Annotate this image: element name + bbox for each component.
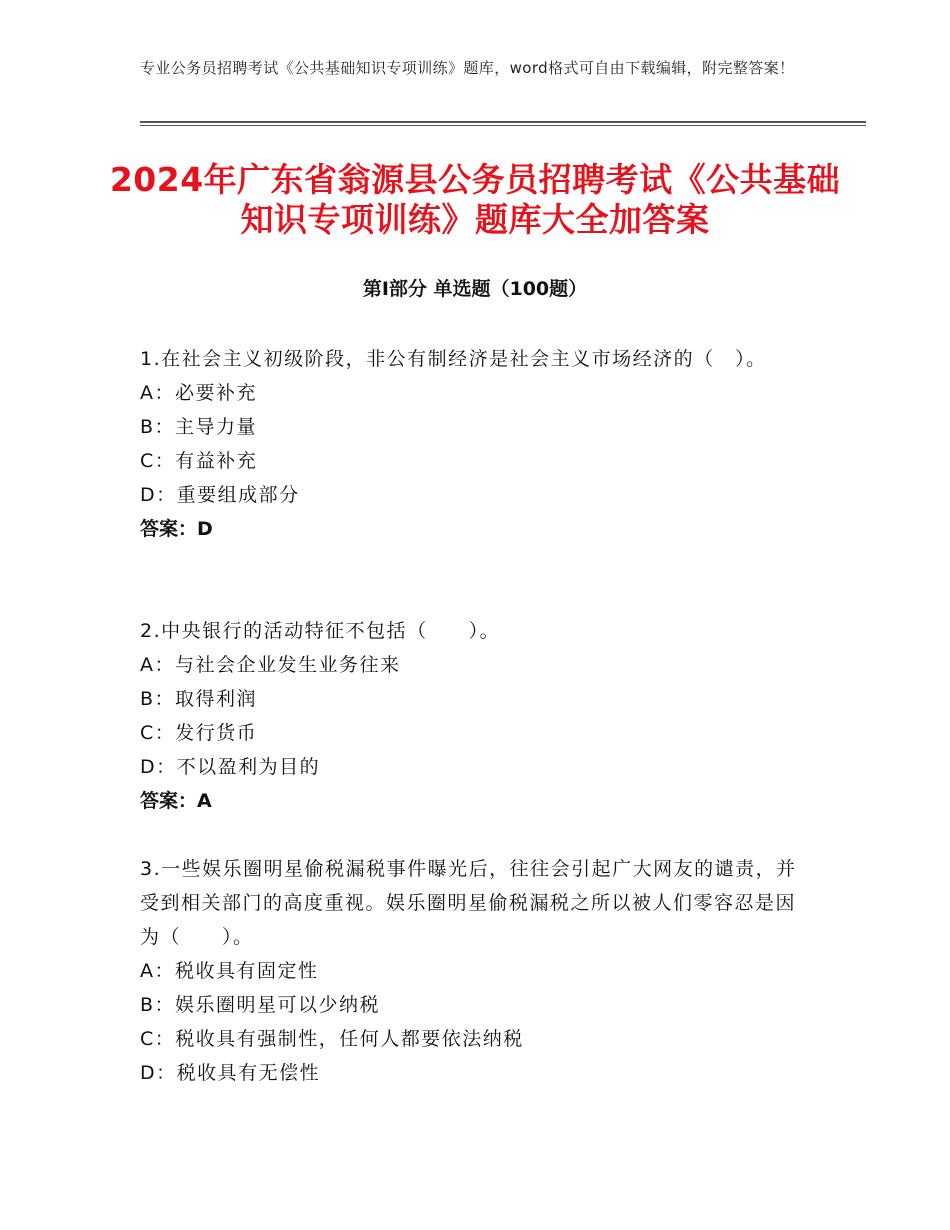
option-b: B：主导力量 [140, 416, 258, 438]
question-stem: 3.一些娱乐圈明星偷税漏税事件曝光后，往往会引起广大网友的谴责，并受到相关部门的高度重视。娱乐圈明星偷税漏税之所以被人们零容忍是因为（ ）。 [140, 858, 797, 948]
option-d: D：重要组成部分 [140, 484, 300, 506]
answer-label: 答案：D [140, 518, 213, 540]
question-stem: 1.在社会主义初级阶段，非公有制经济是社会主义市场经济的（ ）。 [140, 348, 767, 370]
option-b: B：取得利润 [140, 688, 258, 710]
option-d: D：不以盈利为目的 [140, 756, 321, 778]
document-title: 2024年广东省翁源县公务员招聘考试《公共基础知识专项训练》题库大全加答案 [109, 160, 841, 239]
answer-label: 答案：A [140, 790, 212, 812]
header-rule-thin [140, 125, 866, 126]
header-rule-thick [140, 121, 866, 123]
option-b: B：娱乐圈明星可以少纳税 [140, 994, 381, 1016]
option-c: C：发行货币 [140, 722, 258, 744]
question-stem: 2.中央银行的活动特征不包括（ ）。 [140, 620, 501, 642]
section-heading: 第Ⅰ部分 单选题（100题） [362, 278, 588, 300]
option-c: C：有益补充 [140, 450, 258, 472]
question-2 [140, 614, 810, 818]
question-3 [140, 852, 810, 1090]
option-a: A：与社会企业发生业务往来 [140, 654, 401, 676]
option-a: A：税收具有固定性 [140, 960, 319, 982]
header-note: 专业公务员招聘考试《公共基础知识专项训练》题库，word格式可自由下载编辑，附完整答案！ [140, 59, 795, 77]
option-c: C：税收具有强制性，任何人都要依法纳税 [140, 1028, 524, 1050]
option-d: D：税收具有无偿性 [140, 1062, 321, 1084]
question-1 [140, 342, 810, 546]
option-a: A：必要补充 [140, 382, 257, 404]
